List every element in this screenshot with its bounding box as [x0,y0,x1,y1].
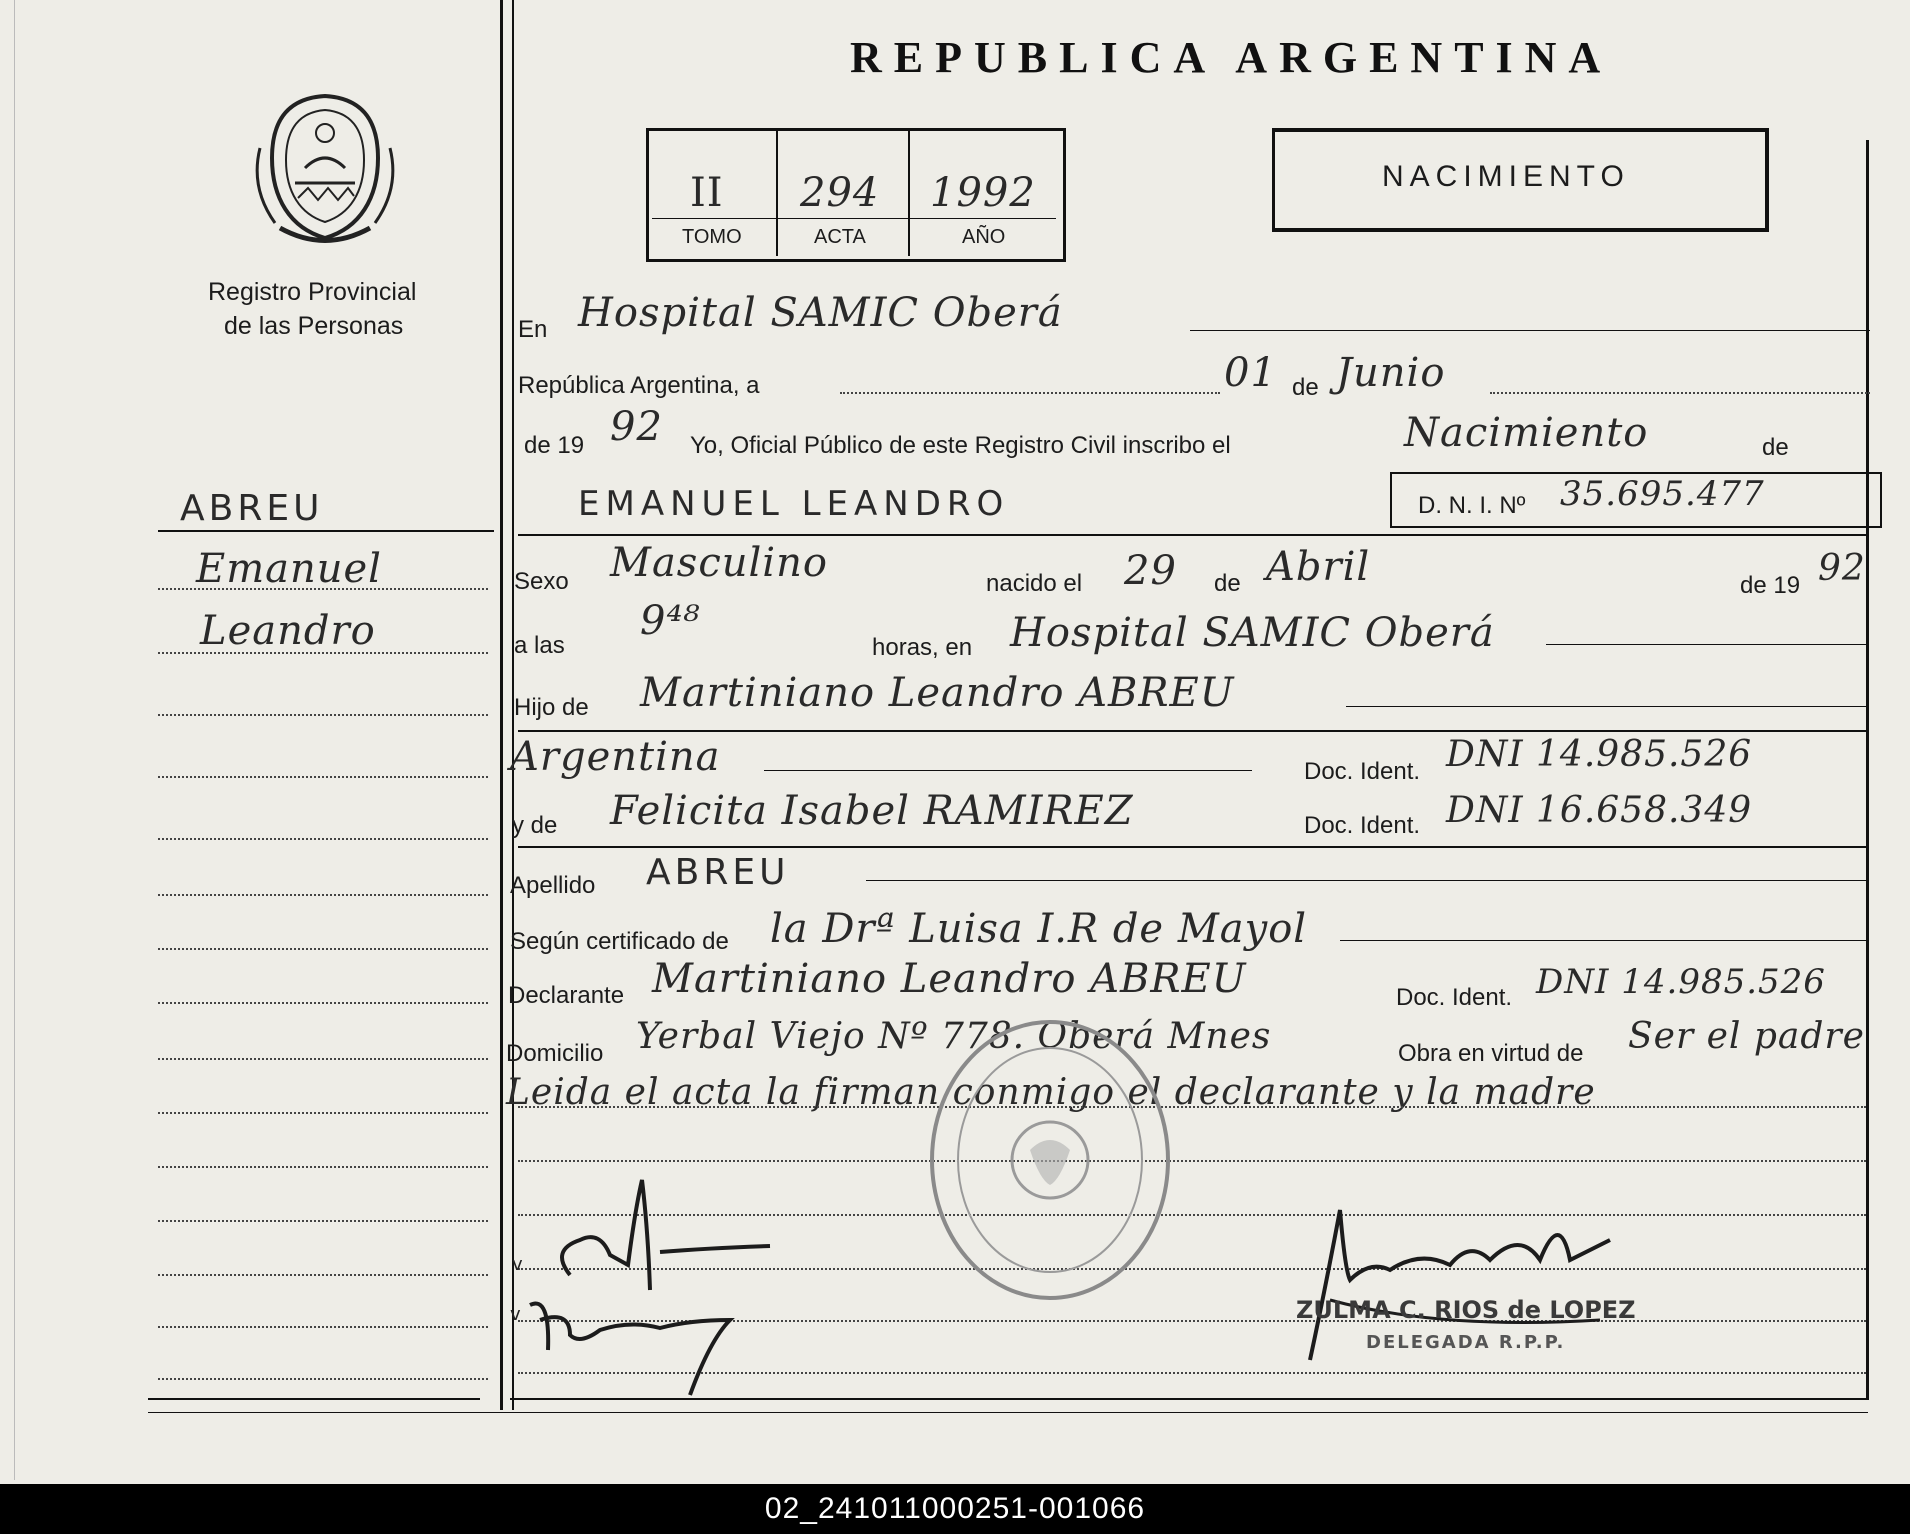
dni-value: 35.695.477 [1560,474,1765,514]
margin-dotted-line [158,838,488,840]
surname-value: ABREU [646,852,790,893]
father-name-line [1346,706,1866,707]
certificado-value: la Drª Luisa I.R de Mayol [770,906,1308,952]
registry-name-line2: de las Personas [224,312,404,340]
yde-label: y de [512,812,558,839]
father-rule [518,730,1866,732]
margin-first-name: Emanuel [196,546,382,592]
official-stamp-title: DELEGADA R.P.P. [1366,1332,1566,1353]
document-type-label: NACIMIENTO [1382,160,1630,193]
margin-surname-rule [158,530,494,532]
margin-dotted-line [158,1378,488,1380]
de-label: de [1292,374,1319,401]
form-right-border [1866,140,1869,1400]
birth-year-suffix: 92 [1818,548,1866,589]
margin-second-name: Leandro [200,608,376,654]
child-names-value: EMANUEL LEANDRO [578,484,1010,524]
birth-year-prefix: de 19 [1740,572,1801,599]
registration-year-suffix: 92 [610,404,663,450]
birth-place-line [1546,644,1866,645]
page-fold-edge [14,0,15,1480]
declarante-doc-label: Doc. Ident. [1396,984,1513,1011]
hijo-label: Hijo de [514,694,589,721]
acta-value: 294 [800,170,880,216]
birth-de-label: de [1214,570,1241,597]
nationality-line [764,770,1252,771]
certificado-line [1340,940,1866,941]
father-doc: DNI 14.985.526 [1446,734,1753,775]
form-dotted-line [518,1106,1866,1108]
country-title: REPUBLICA ARGENTINA [850,33,1613,82]
alas-label: a las [514,632,565,659]
province-seal-icon [250,88,400,248]
official-stamp-icon [920,1010,1180,1310]
birth-place: Hospital SAMIC Oberá [1010,610,1495,656]
mother-name: Felicita Isabel RAMIREZ [610,788,1134,834]
en-label: En [518,316,548,343]
margin-dotted-line [158,948,488,950]
volume-divider-2 [908,130,910,256]
mother-doc-label: Doc. Ident. [1304,812,1421,839]
sexo-label: Sexo [514,568,569,595]
declarante-value: Martiniano Leandro ABREU [652,956,1247,1002]
surname-line [866,880,1866,881]
act-type-value: Nacimiento [1404,410,1649,456]
de-end-label: de [1762,434,1789,461]
official-statement-label: Yo, Oficial Público de este Registro Civil inscribo el [690,432,1231,459]
form-section-rule [518,534,1868,536]
apellido-label: Apellido [510,872,596,899]
birth-time: 9⁴⁸ [640,598,701,644]
acta-label: ACTA [814,226,866,248]
place-line [1190,330,1870,331]
page-bottom-rule [148,1412,1868,1413]
domicilio-value: Yerbal Viejo Nº 778. Oberá Mnes [636,1016,1272,1057]
birth-month: Abril [1266,544,1371,590]
margin-dotted-line [158,1058,488,1060]
mother-doc: DNI 16.658.349 [1446,790,1753,831]
certificado-label: Según certificado de [510,928,729,955]
nacido-label: nacido el [986,570,1083,597]
obra-value: Ser el padre [1628,1016,1865,1057]
registration-month: Junio [1336,350,1446,396]
date-dotted-line [840,392,1220,394]
margin-dotted-line [158,714,488,716]
svg-text:v: v [512,1254,523,1275]
month-dotted-line [1490,392,1870,394]
mother-rule [518,846,1866,848]
official-stamp-name: ZULMA C. RIOS de LOPEZ [1296,1296,1636,1324]
birth-day: 29 [1124,548,1177,594]
margin-dotted-line [158,1112,488,1114]
margin-dotted-line [158,1166,488,1168]
margin-surname: ABREU [180,488,324,529]
place-value: Hospital SAMIC Oberá [578,290,1063,336]
republica-label: República Argentina, a [518,372,760,399]
volume-label-rule [652,218,1056,219]
year-prefix-label: de 19 [524,432,585,459]
left-column-divider [500,0,503,1410]
declarante-doc: DNI 14.985.526 [1536,962,1826,1002]
obra-label: Obra en virtud de [1398,1040,1584,1067]
anio-label: AÑO [962,226,1006,248]
margin-dotted-line [158,1002,488,1004]
declarante-label: Declarante [508,982,625,1009]
margin-dotted-line [158,652,488,654]
father-doc-label: Doc. Ident. [1304,758,1421,785]
anio-value: 1992 [930,170,1036,216]
margin-dotted-line [158,776,488,778]
dni-label: D. N. I. Nº [1418,492,1526,519]
margin-dotted-line [158,1220,488,1222]
margin-bottom-rule [148,1398,480,1400]
horas-label: horas, en [872,634,973,661]
margin-dotted-line [158,894,488,896]
svg-text:v: v [510,1304,521,1325]
registry-name-line1: Registro Provincial [208,278,417,306]
domicilio-label: Domicilio [506,1040,604,1067]
form-dotted-line [518,1160,1866,1162]
margin-dotted-line [158,1326,488,1328]
closing-statement: Leida el acta la firman conmigo el declarante y la madre [506,1072,1596,1113]
volume-divider-1 [776,130,778,256]
registration-day: 01 [1224,350,1277,396]
father-name: Martiniano Leandro ABREU [640,670,1235,716]
tomo-label: TOMO [682,226,742,248]
margin-dotted-line [158,1274,488,1276]
sexo-value: Masculino [610,540,828,586]
image-code-footer: 02_241011000251-001066 [0,1484,1910,1534]
margin-dotted-line [158,588,488,590]
father-nationality: Argentina [510,734,721,780]
declarant-signature-icon [510,1170,780,1400]
tomo-value: II [690,170,724,216]
